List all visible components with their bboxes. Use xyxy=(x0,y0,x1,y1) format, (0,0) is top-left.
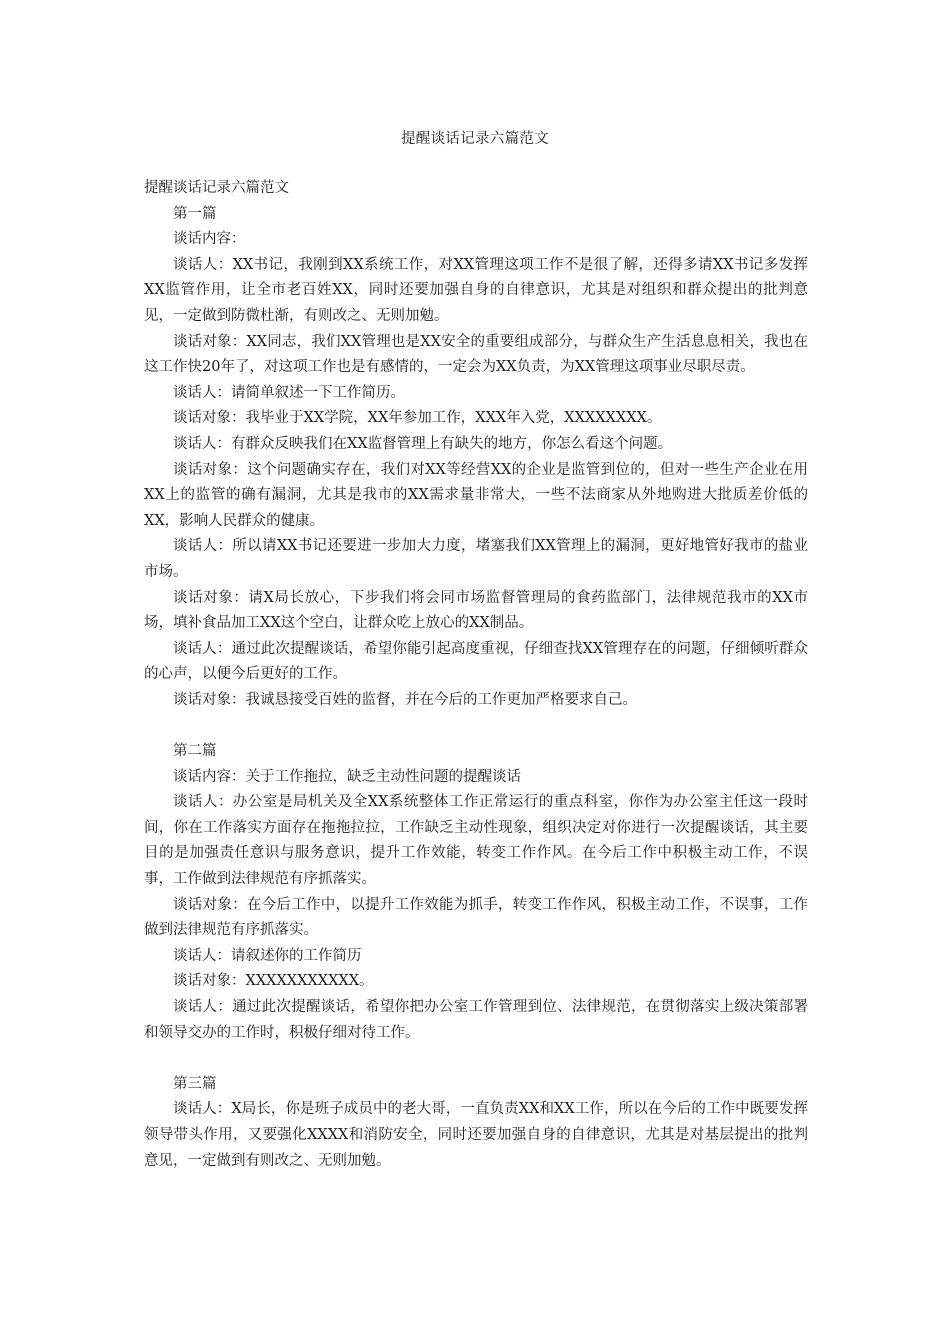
paragraph: 谈话内容： xyxy=(173,231,246,248)
paragraph: 谈话人：请简单叙述一下工作简历。 xyxy=(173,384,405,401)
paragraph: 谈话人：所以请XX书记还要进一步加大力度，堵塞我们XX管理上的漏洞，更好地管好我市的盐业市场。 xyxy=(144,538,808,580)
paragraph: 谈话对象：这个问题确实存在，我们对XX等经营XX的企业是监管到位的，但对一些生产企业在用XX上的监管的确有漏洞，尤其是我市的XX需求量非常大，一些不法商家从外地购进大批质差价低的XX，影响人民群众的健康。 xyxy=(144,461,808,529)
paragraph: 谈话人：通过此次提醒谈话，希望你能引起高度重视，仔细查找XX管理存在的问题，仔细倾听群众的心声，以便今后更好的工作。 xyxy=(144,640,808,683)
paragraph: 谈话对象：我诚恳接受百姓的监督，并在今后的工作更加严格要求自己。 xyxy=(173,691,637,708)
document-body xyxy=(144,176,808,1174)
paragraph: 谈话对象：XXXXXXXXXXX。 xyxy=(173,973,374,990)
paragraph: 谈话对象：在今后工作中，以提升工作效能为抓手，转变工作作风，积极主动工作，不误事，工作做到法律规范有序抓落实。 xyxy=(144,896,808,939)
paragraph: 谈话人：办公室是局机关及全XX系统整体工作正常运行的重点科室，你作为办公室主任这一段时间，你在工作落实方面存在拖拖拉拉，工作缺乏主动性现象，组织决定对你进行一次提醒谈话，其主要目的是加强责任意识与服务意识，提升工作效能，转变工作作风。在今后工作中积极主动工作，不误事，工作做到法律规范有序抓落实。 xyxy=(144,794,808,888)
paragraph: 谈话人：有群众反映我们在XX监督管理上有缺失的地方，你怎么看这个问题。 xyxy=(173,435,673,452)
section-heading: 第三篇 xyxy=(173,1075,217,1092)
document-title: 提醒谈话记录六篇范文 xyxy=(401,131,549,147)
section-heading: 第一篇 xyxy=(173,205,217,222)
paragraph: 谈话对象：XX同志，我们XX管理也是XX安全的重要组成部分，与群众生产生活息息相关，我也在这工作快20年了，对这项工作也是有感情的，一定会为XX负责，为XX管理这项事业尽职尽责。 xyxy=(144,333,808,376)
paragraph: 谈话人：请叙述你的工作简历 xyxy=(173,947,362,964)
section-spacer xyxy=(144,713,808,739)
section-heading: 第二篇 xyxy=(173,743,217,760)
paragraph: 谈话内容：关于工作拖拉，缺乏主动性问题的提醒谈话 xyxy=(173,768,521,785)
section-spacer xyxy=(144,1046,808,1072)
paragraph: 谈话人：X局长，你是班子成员中的老大哥，一直负责XX和XX工作，所以在今后的工作中既要发挥领导带头作用，又要强化XXXX和消防安全，同时还要加强自身的自律意识，尤其是对基层提出的批判意见，一定做到有则改之、无则加勉。 xyxy=(144,1101,808,1169)
paragraph: 谈话人：XX书记，我刚到XX系统工作，对XX管理这项工作不是很了解，还得多请XX书记多发挥XX监管作用，让全市老百姓XX，同时还要加强自身的自律意识，尤其是对组织和群众提出的批判意见，一定做到防微杜渐，有则改之、无则加勉。 xyxy=(144,256,808,324)
paragraph: 谈话对象：请X局长放心，下步我们将会同市场监督管理局的食药监部门，法律规范我市的XX市场，填补食品加工XX这个空白，让群众吃上放心的XX制品。 xyxy=(144,589,808,632)
paragraph: 谈话对象：我毕业于XX学院，XX年参加工作，XXX年入党，XXXXXXXX。 xyxy=(173,410,662,427)
paragraph: 谈话人：通过此次提醒谈话，希望你把办公室工作管理到位、法律规范，在贯彻落实上级决策部署和领导交办的工作时，积极仔细对待工作。 xyxy=(144,999,808,1041)
document-heading: 提醒谈话记录六篇范文 xyxy=(144,180,289,196)
